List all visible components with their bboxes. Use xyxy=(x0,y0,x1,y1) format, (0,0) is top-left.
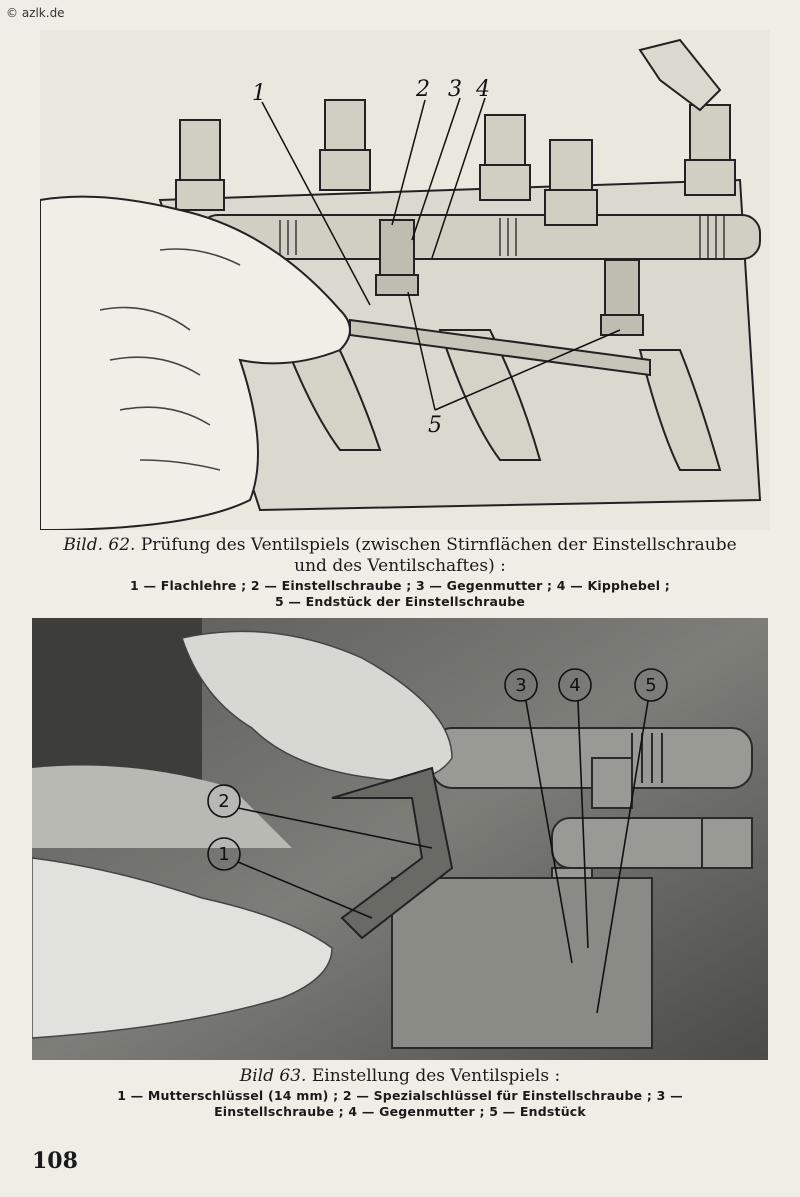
page-number: 108 xyxy=(32,1148,78,1174)
fig63-callout-1: 1 xyxy=(218,844,230,865)
figure-62-caption xyxy=(60,535,740,577)
figure-63-title: Einstellung des Ventilspiels : xyxy=(311,1066,561,1086)
fig62-callout-2: 2 xyxy=(416,77,430,102)
figure-62-title: Prüfung des Ventilspiels (zwischen Stirnflächen der Einstellschraube und des Ventilschaftes) : xyxy=(140,535,737,576)
fig63-callout-5: 5 xyxy=(645,675,657,696)
figure-62-legend-line-1: 1 — Flachlehre ; 2 — Einstellschraube ; 3 — Gegenmutter ; 4 — Kipphebel ; xyxy=(130,578,670,593)
figure-63-legend xyxy=(20,1088,780,1120)
figure-62-legend xyxy=(20,578,780,610)
figure-62-legend-line-2: 5 — Endstück der Einstellschraube xyxy=(274,594,526,609)
figure-63-photo xyxy=(32,618,768,1060)
fig63-callout-3: 3 xyxy=(515,675,527,696)
fig62-callout-3: 3 xyxy=(448,77,462,102)
fig62-callout-4: 4 xyxy=(476,77,490,102)
fig62-callout-5: 5 xyxy=(428,413,442,438)
figure-63-legend-line-1: 1 — Mutterschlüssel (14 mm) ; 2 — Spezialschlüssel für Einstellschraube ; 3 — xyxy=(117,1088,683,1103)
fig63-callout-2: 2 xyxy=(218,791,230,812)
figure-62-illustration xyxy=(40,30,770,530)
fig62-callout-1: 1 xyxy=(252,81,266,106)
watermark: © azlk.de xyxy=(6,6,65,20)
figure-63-label: Bild 63. xyxy=(239,1066,307,1086)
figure-62-label: Bild. 62. xyxy=(63,535,136,555)
figure-63-legend-line-2: Einstellschraube ; 4 — Gegenmutter ; 5 — Endstück xyxy=(214,1104,586,1119)
figure-63-caption xyxy=(60,1066,740,1087)
fig63-callout-4: 4 xyxy=(569,675,581,696)
